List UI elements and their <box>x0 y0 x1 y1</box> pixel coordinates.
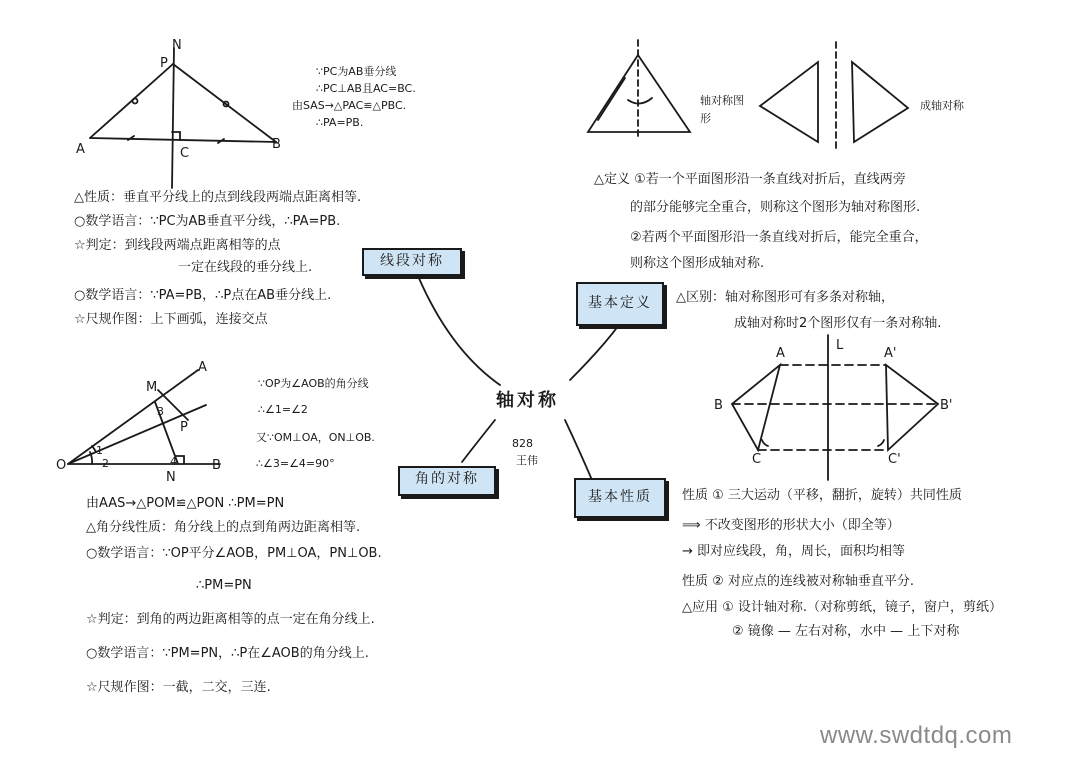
perp-note: ○数学语言：∵PA=PB，∴P点在AB垂分线上. <box>74 288 332 303</box>
fig2-angle-4: 4 <box>170 455 177 468</box>
proof2-line: ∴∠3=∠4=90° <box>256 457 335 470</box>
fig2-point-p: P <box>180 420 188 435</box>
proof2-line: ∴∠1=∠2 <box>258 403 308 416</box>
center-title: 轴对称 <box>496 390 559 411</box>
proof1-line: ∴PC⊥AB且AC=BC. <box>316 82 416 95</box>
def-note: 成轴对称时2个图形仅有一条对称轴. <box>734 316 942 331</box>
fig1-point-b: B <box>272 137 281 152</box>
perp-note: ☆尺规作图：上下画弧，连接交点 <box>74 312 268 327</box>
def-note: 则称这个图形成轴对称. <box>630 256 765 271</box>
branch-perp-bisector: 线段对称 <box>362 248 462 276</box>
fig3-point-b: B <box>714 398 723 413</box>
fig2-point-a: A <box>198 360 207 375</box>
branch-property: 基本性质 <box>574 478 666 518</box>
note-date: 828 <box>512 437 533 450</box>
branch-definition: 基本定义 <box>576 282 664 326</box>
prop-note: ⟹ 不改变图形的形状大小（即全等） <box>682 518 900 533</box>
symmetric-triangles-figure <box>732 335 938 480</box>
fig1-point-a: A <box>76 142 85 157</box>
watermark: www.swdtdq.com <box>820 722 1013 749</box>
fig3-point-c-prime: C' <box>888 452 901 467</box>
proof2-line: ∵OP为∠AOB的角分线 <box>258 377 369 390</box>
fig2-angle-1: 1 <box>96 444 103 457</box>
perp-note: △性质：垂直平分线上的点到线段两端点距离相等. <box>74 190 362 205</box>
angle-bisector-figure <box>68 370 220 464</box>
proof1-line: 由SAS→△PAC≌△PBC. <box>292 99 407 112</box>
def-note: 的部分能够完全重合，则称这个图形为轴对称图形. <box>630 200 921 215</box>
angle-note: ☆判定：到角的两边距离相等的点一定在角分线上. <box>86 612 375 627</box>
fig1-point-n: N <box>172 38 182 53</box>
def-note: ②若两个平面图形沿一条直线对折后，能完全重合， <box>630 230 928 245</box>
def-note: △定义 ①若一个平面图形沿一条直线对折后，直线两旁 <box>594 172 906 187</box>
fig1-point-c: C <box>180 146 190 161</box>
branch-angle-bisector: 角的对称 <box>398 466 496 496</box>
label-axis-symmetric-pair: 成轴对称 <box>920 99 964 112</box>
fig2-point-m: M <box>146 380 158 395</box>
fig3-point-a: A <box>776 346 785 361</box>
proof1-line: ∵PC为AB垂分线 <box>316 65 397 78</box>
note-author: 王伟 <box>516 454 538 467</box>
angle-note: ○数学语言：∵OP平分∠AOB，PM⊥OA，PN⊥OB. <box>86 546 382 561</box>
perp-note: 一定在线段的垂分线上. <box>178 260 313 275</box>
def-note: △区别：轴对称图形可有多条对称轴， <box>676 290 894 305</box>
fig3-point-a-prime: A' <box>884 346 897 361</box>
prop-note: △应用 ① 设计轴对称.（对称剪纸，镜子，窗户，剪纸） <box>682 600 1003 615</box>
fig1-point-p: P <box>160 56 168 71</box>
fig2-angle-2: 2 <box>102 457 109 470</box>
proof2-line: 又∵OM⊥OA，ON⊥OB. <box>256 431 375 444</box>
perp-bisector-figure <box>90 48 276 188</box>
fig3-point-b-prime: B' <box>940 398 953 413</box>
angle-note: ☆尺规作图：一截，二交，三连. <box>86 680 271 695</box>
angle-note: ○数学语言：∵PM=PN，∴P在∠AOB的角分线上. <box>86 646 369 661</box>
fig2-point-o: O <box>56 458 67 473</box>
angle-note: 由AAS→△POM≌△PON ∴PM=PN <box>86 496 285 511</box>
prop-note: ② 镜像 — 左右对称，水中 — 上下对称 <box>732 624 960 639</box>
angle-note: △角分线性质：角分线上的点到角两边距离相等. <box>86 520 361 535</box>
proof1-line: ∴PA=PB. <box>316 116 364 129</box>
angle-note: ∴PM=PN <box>196 578 252 593</box>
prop-note: 性质 ① 三大运动（平移，翻折，旋转）共同性质 <box>682 488 962 503</box>
perp-note: ○数学语言：∵PC为AB垂直平分线，∴PA=PB. <box>74 214 341 229</box>
label-axis-symmetric-figure: 轴对称图形 <box>700 94 744 125</box>
fig2-point-n: N <box>166 470 176 485</box>
fig3-axis-l: L <box>836 338 844 353</box>
perp-note: ☆判定：到线段两端点距离相等的点 <box>74 238 281 253</box>
fig2-angle-3: 3 <box>157 405 164 418</box>
prop-note: → 即对应线段，角，周长，面积均相等 <box>682 544 906 559</box>
fig2-point-b: B <box>212 458 221 473</box>
fig3-point-c: C <box>752 452 762 467</box>
prop-note: 性质 ② 对应点的连线被对称轴垂直平分. <box>682 574 915 589</box>
